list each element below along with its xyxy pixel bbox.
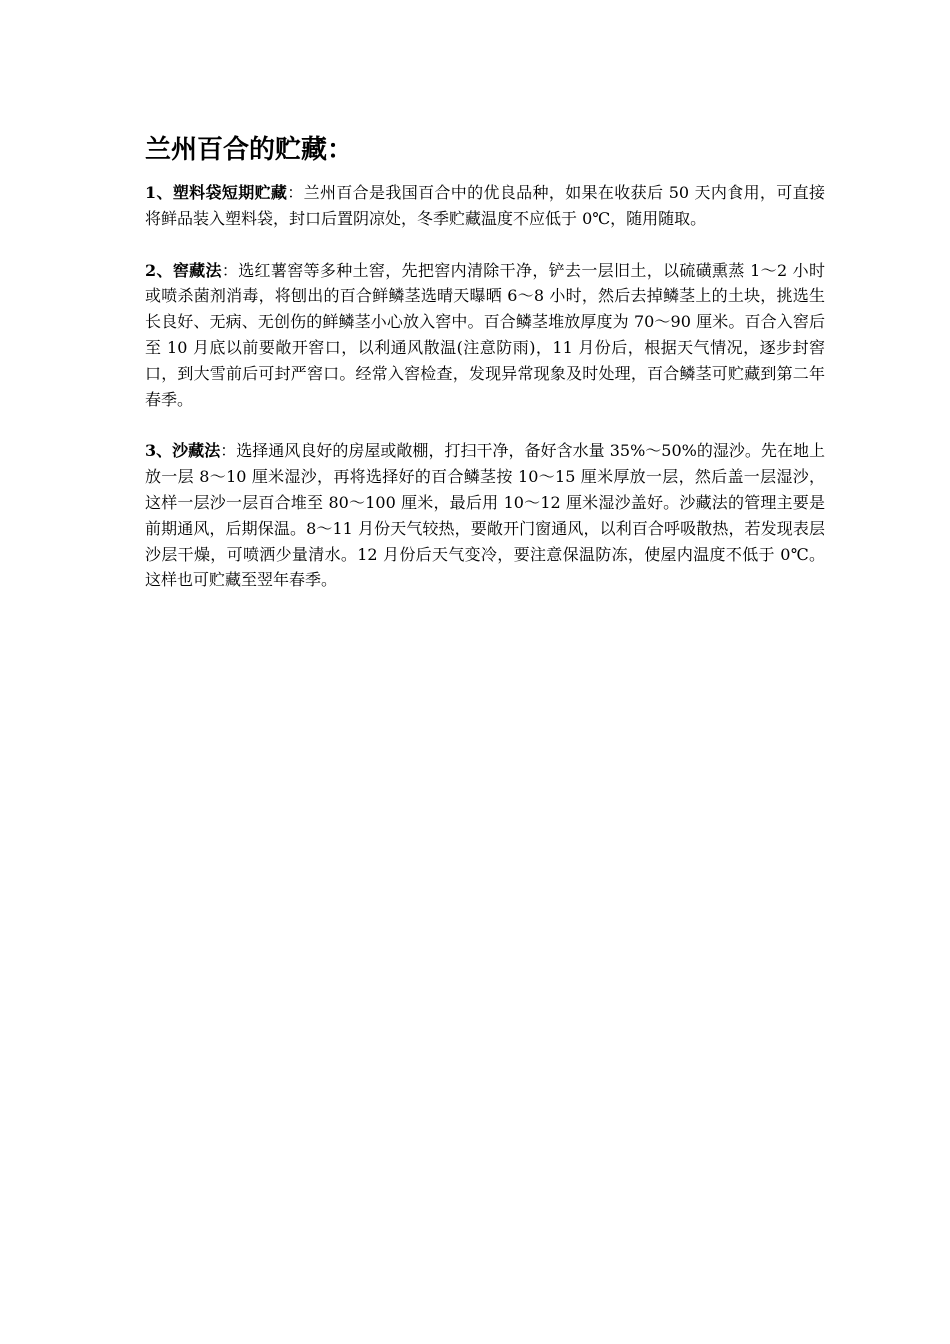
section-heading: 1、塑料袋短期贮藏 — [145, 183, 288, 202]
section-plastic-bag-storage — [145, 180, 825, 232]
section-separator: ： — [220, 441, 237, 461]
section-heading: 2、窖藏法 — [145, 260, 222, 280]
section-separator: ： — [287, 183, 304, 202]
section-body: 选择通风良好的房屋或敞棚，打扫干净，备好含水量 35%～50%的湿沙。先在地上放一层 8～10 厘米湿沙，再将选择好的百合鳞茎按 10～15 厘米厚放一层，然后盖一层湿沙，这样一层沙一层百合堆至 80～100 厘米，最后用 10～12 厘米湿沙盖好。沙藏法的管理主要是前期通风，后期保温。8～11 月份天气较热，要敞开门窗通风，以利百合呼吸散热，若发现表层沙层干燥，可喷洒少量清水。12 月份后天气变冷，要注意保温防冻，使屋内温度不低于 0℃。这样也可贮藏至翌年春季。 — [145, 441, 825, 590]
section-body: 兰州百合是我国百合中的优良品种，如果在收获后 50 天内食用，可直接将鲜品装入塑料袋，封口后置阴凉处，冬季贮藏温度不应低于 0℃，随用随取。 — [145, 183, 825, 228]
document-content — [145, 132, 825, 619]
section-cellar-storage — [145, 258, 825, 413]
section-sand-storage — [145, 438, 825, 593]
section-separator: ： — [221, 260, 239, 280]
page-title: 兰州百合的贮藏： — [145, 135, 354, 165]
section-body: 选红薯窖等多种土窖，先把窖内清除干净，铲去一层旧土，以硫磺熏蒸 1～2 小时或喷杀菌剂消毒，将刨出的百合鲜鳞茎选晴天曝晒 6～8 小时，然后去掉鳞茎上的土块，挑选生长良好、无病、无创伤的鲜鳞茎小心放入窖中。百合鳞茎堆放厚度为 70～90 厘米。百合入窖后至 10 月底以前要敞开窖口，以利通风散温(注意防雨)，11 月份后，根据天气情况，逐步封窖口，到大雪前后可封严窖口。经常入窖检查，发现异常现象及时处理，百合鳞茎可贮藏到第二年春季。 — [145, 260, 825, 409]
section-heading: 3、沙藏法 — [145, 441, 221, 461]
